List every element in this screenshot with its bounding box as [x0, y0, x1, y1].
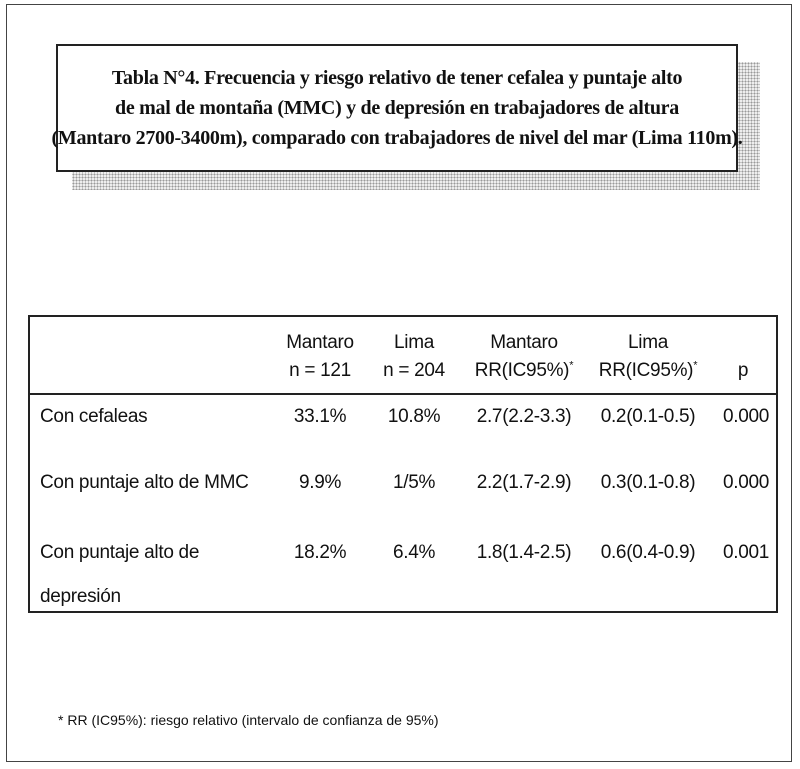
row-2-rr-lima: 0.3(0.1-0.8): [600, 472, 696, 493]
header-rr-lima-line2: RR(IC95%): [598, 360, 694, 381]
footnote-text: RR (IC95%): riesgo relativo (intervalo de confianza de 95%): [63, 712, 439, 728]
header-rr-mantaro-line2-wrap: [475, 357, 573, 385]
row-3-lima: 6.4%: [392, 542, 436, 563]
row-3-label: Con puntaje alto de: [40, 542, 200, 563]
header-p: p: [737, 360, 749, 381]
header-lima-line1: Lima: [394, 332, 434, 353]
row-2-mantaro: 9.9%: [298, 472, 342, 493]
table-title-box: [51, 44, 743, 172]
title-line-1: Tabla N°4. Frecuencia y riesgo relativo de tener cefalea y puntaje alto: [111, 67, 683, 89]
row-1-mantaro: 33.1%: [293, 406, 347, 427]
row-2-rr-mantaro: 2.2(1.7-2.9): [476, 472, 572, 493]
header-rr-mantaro-sup: *: [569, 359, 574, 372]
footnote-marker: *: [58, 712, 64, 728]
header-divider: [30, 393, 776, 395]
header-rr-lima: [599, 329, 697, 385]
header-mantaro-line2: n = 121: [289, 360, 351, 381]
title-line-3: (Mantaro 2700-3400m), comparado con trabajadores de nivel del mar (Lima 110m).: [51, 127, 743, 149]
header-rr-lima-line1: Lima: [628, 332, 668, 353]
row-1-p: 0.000: [722, 406, 770, 427]
row-1-label: Con cefaleas: [40, 406, 148, 427]
header-rr-lima-line2-wrap: [599, 357, 697, 385]
header-lima-line2: n = 204: [383, 360, 445, 381]
header-mantaro: [286, 329, 354, 385]
header-rr-mantaro: [475, 329, 573, 385]
row-3-rr-mantaro: 1.8(1.4-2.5): [476, 542, 572, 563]
row-3-rr-lima: 0.6(0.4-0.9): [600, 542, 696, 563]
header-rr-lima-sup: *: [693, 359, 698, 372]
header-rr-mantaro-line1: Mantaro: [490, 332, 558, 353]
title-line-2: de mal de montaña (MMC) y de depresión en trabajadores de altura: [115, 97, 679, 119]
row-2-p: 0.000: [722, 472, 770, 493]
row-3-mantaro: 18.2%: [293, 542, 347, 563]
data-table: [28, 315, 778, 613]
header-lima: [383, 329, 445, 385]
row-2-lima: 1/5%: [392, 472, 436, 493]
header-rr-mantaro-line2: RR(IC95%): [474, 360, 570, 381]
table-footnote: [58, 710, 439, 730]
header-mantaro-line1: Mantaro: [286, 332, 354, 353]
row-3-label-cont: depresión: [40, 586, 121, 607]
row-1-rr-mantaro: 2.7(2.2-3.3): [476, 406, 572, 427]
row-2-label: Con puntaje alto de MMC: [40, 472, 249, 493]
row-1-lima: 10.8%: [387, 406, 441, 427]
row-3-p: 0.001: [722, 542, 770, 563]
row-1-rr-lima: 0.2(0.1-0.5): [600, 406, 696, 427]
